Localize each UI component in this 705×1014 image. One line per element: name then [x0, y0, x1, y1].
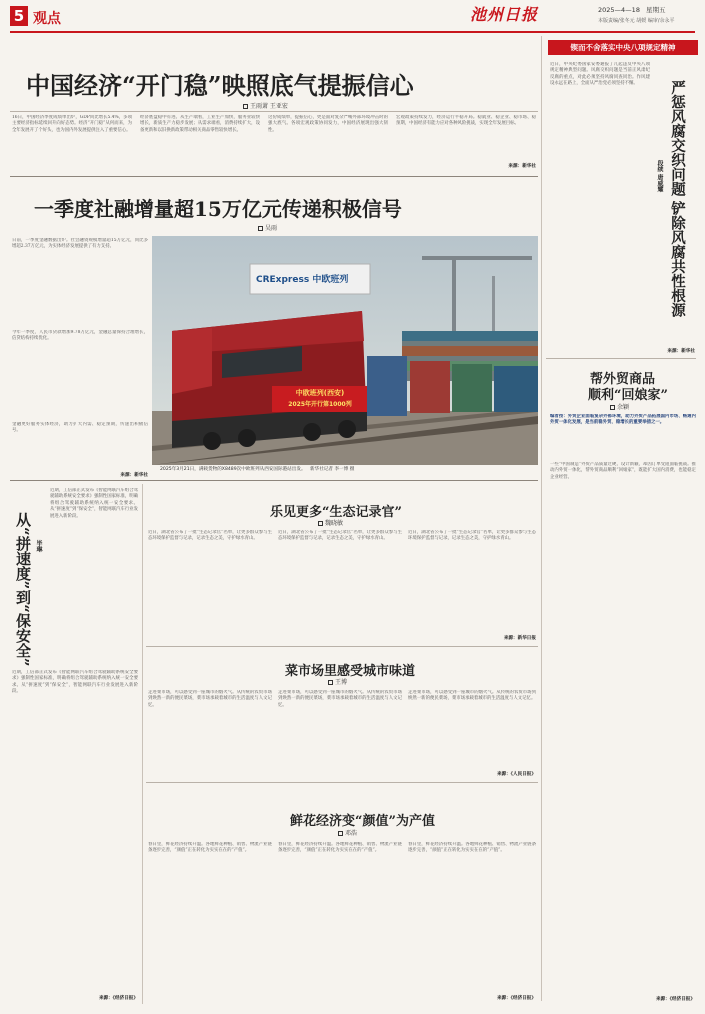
left-column-divider — [142, 484, 143, 1004]
byline-square-icon — [328, 680, 333, 685]
caption-text: 2025年3月21日，满载货物的X8489次中欧班列从西安国际港站出发。 — [160, 467, 306, 472]
page-number-badge: 5 — [10, 6, 28, 26]
article1-source: 来源：新华社 — [508, 164, 536, 169]
train-banner-line2: 2025年开行第1000列 — [288, 401, 352, 408]
train-photo-illustration — [152, 236, 538, 465]
article1-headline: 中国经济“开门稳”映照底气提振信心 — [26, 71, 414, 100]
locomotive-brand-plate: CRExpress 中欧班列 — [256, 275, 349, 285]
article6-headline: 菜市场里感受城市味道 — [285, 664, 416, 679]
article6-body-col3: 走进菜市场，可以感受到一座城市的烟火气。从传统的农贸市场到焕然一新的便民菜场，菜市场承载着城市的生活温度与人文记忆。 — [408, 690, 536, 702]
article1-body-col3: 这份成绩单，提振信心，更是面对复杂严峻外部环境冲击时的强大底气。各项宏观政策协同发力，中国经济展现出强大韧性。 — [268, 115, 388, 133]
photo-caption — [160, 466, 536, 473]
article8-lead: 编者按：外贸企业面临复杂外部环境，助力外贸产品拓展国内市场、畅通内外贸一体化发展，是当前稳外贸、稳增长的重要举措之一。 — [550, 414, 696, 426]
article2-body-3: 金融更好服务实体经济，助力扩大内需、稳定预期，传递出积极信号。 — [12, 422, 148, 434]
date-text: 2025—4—18 — [598, 6, 640, 14]
article5-byline: 魏晓敏 — [318, 518, 343, 527]
article4-body-col2: 近期，工信部正式发布《智能网联汽车组合驾驶辅助系统安全要求》强制性国家标准，明确将组合驾驶辅助系统纳入统一安全要求。从“拼速度”到“保安全”，智能网联汽车行业发展进入新阶段。 — [12, 670, 138, 695]
article5-body-col3: 近日，湖北省公布了一批“生态记录官”名单，让更多群众参与生态环境保护监督与记录，记录生态之美，守护绿水青山。 — [408, 530, 536, 542]
article1-body-col2: 经济底盘稳中有进。从生产端看，工业生产加快，服务业较快增长，新质生产力稳步发展；从需求端看，消费持续扩大，设备更新和以旧换新政策带动相关商品零售较快增长。 — [140, 115, 260, 133]
section-divider-1 — [10, 176, 538, 177]
discipline-banner: 锲而不舍落实中央八项规定精神 — [548, 40, 698, 55]
section-name: 观点 — [33, 11, 61, 27]
article8-source: 来源：《经济日报》 — [655, 997, 695, 1002]
article4-body-col1: 近期，工信部正式发布《智能网联汽车组合驾驶辅助系统安全要求》强制性国家标准，明确将组合驾驶辅助系统纳入统一安全要求。从“拼速度”到“保安全”，智能网联汽车行业发展进入新阶段。 — [50, 488, 138, 519]
article8-headline-line2: 顺利“回娘家” — [588, 388, 668, 403]
section-divider-3 — [146, 646, 538, 647]
byline-square-icon — [243, 104, 248, 109]
article5-body-col1: 近日，湖北省公布了一批“生态记录官”名单，让更多群众参与生态环境保护监督与记录，记录生态之美，守护绿水青山。 — [148, 530, 272, 542]
masthead-rule — [10, 31, 695, 33]
article2-headline: 一季度社融增量超15万亿元传递积极信号 — [34, 197, 402, 221]
article3-source: 来源：新华社 — [667, 349, 695, 354]
byline-square-icon — [338, 831, 343, 836]
article7-headline: 鲜花经济变“颜值”为产值 — [290, 814, 435, 829]
article3-headline: 严惩风腐交织问题 铲除风腐共性根源 — [669, 80, 686, 318]
article1-divider — [10, 111, 538, 112]
article3-byline: 段续 唐威耀 — [656, 160, 663, 193]
article2-body-2: 今年一季度，人民币贷款增加9.78万亿元，金融总量保持合理增长，信贷结构持续优化。 — [12, 330, 148, 342]
article7-body-col3: 春日里，鲜花经济持续升温。各地鲜花种植、销售、物流产业链条逐步完善，“颜值”正在转化为实实在在的“产值”。 — [408, 842, 536, 854]
article3-body: 近日，中央纪委国家安委通报了几起违反中央八项规定精神典型问题。风腐交织问题是当前正风肃纪反腐的重点，对此必须坚持风腐同查同治。作风建设永远在路上，全面从严治党必须坚持不懈。 — [550, 62, 650, 87]
article4-byline: 毕琳 — [35, 540, 42, 552]
article4-source: 来源：《经济日报》 — [98, 996, 138, 1001]
article8-body: 一些“中国制造”外贸产品质量过硬、设计新颖，却因订单受阻面临挑战。推动内外贸一体化，帮外贸商品顺利“回娘家”，既能扩大国内消费，也能稳定企业经营。 — [550, 462, 696, 480]
article6-source: 来源：《人民日报》 — [496, 772, 536, 777]
article7-body-col1: 春日里，鲜花经济持续升温。各地鲜花种植、销售、物流产业链条逐步完善，“颜值”正在转化为实实在在的“产值”。 — [148, 842, 272, 854]
article1-body-col1: 16日，中国经济季度成绩单出炉，GDP同比增长5.4%，多项主要经济指标延续回升向好态势。经济“开门稳”从何而来，为全年发展开了个好头，也为国内外发展提供注入了重要信心。 — [12, 115, 132, 133]
byline-square-icon — [258, 226, 263, 231]
article7-body-col2: 春日里，鲜花经济持续升温。各地鲜花种植、销售、物流产业链条逐步完善，“颜值”正在转化为实实在在的“产值”。 — [278, 842, 402, 854]
article5-body-col2: 近日，湖北省公布了一批“生态记录官”名单，让更多群众参与生态环境保护监督与记录，记录生态之美，守护绿水青山。 — [278, 530, 402, 542]
article8-byline: 余颖 — [610, 402, 629, 411]
article5-source: 来源：新华日报 — [503, 636, 536, 641]
photo-credit: 新华社记者 李一博 摄 — [310, 467, 355, 472]
newspaper-logo: 池州日报 — [470, 5, 539, 24]
article7-source: 来源：《经济日报》 — [496, 996, 536, 1001]
train-banner-line1: 中欧班列(西安) — [295, 389, 345, 397]
weekday-text: 星期五 — [646, 6, 666, 14]
right-column-divider — [541, 36, 542, 1001]
section-divider-2 — [10, 480, 538, 481]
article6-byline: 王博 — [328, 677, 347, 686]
article6-body-col2: 走进菜市场，可以感受到一座城市的烟火气。从传统的农贸市场到焕然一新的便民菜场，菜市场承载着城市的生活温度与人文记忆。 — [278, 690, 402, 708]
article2-body-1: 日前，一季度金融数据出炉。社会融资规模增量超15万亿元，同比多增超2.37万亿元，为实体经济发展提供了有力支持。 — [12, 238, 148, 250]
article2-source: 来源：新华社 — [120, 473, 148, 478]
article7-byline: 邓浩 — [338, 828, 357, 837]
byline-square-icon — [318, 521, 323, 526]
news-photo — [152, 236, 538, 465]
issue-date — [598, 5, 666, 14]
byline-square-icon — [610, 405, 615, 410]
editor-credits: 本版责编/张冬元 胡媛 编审/余永平 — [598, 18, 675, 24]
section-divider-4 — [146, 782, 538, 783]
article1-body-col4: 宏观政策持续发力，经济运行平稳开局。稳就业、稳企业、稳市场、稳预期，中国经济有能力应对各种风险挑战，实现全年发展目标。 — [396, 115, 536, 127]
article5-headline: 乐见更多“生态记录官” — [270, 505, 402, 520]
article4-headline: 从“拼速度”到“保安全” — [14, 512, 32, 667]
article8-headline-line1: 帮外贸商品 — [590, 372, 656, 387]
article1-byline: 王雨萧 王亚宏 — [243, 101, 288, 110]
article2-byline: 吴雨 — [258, 223, 277, 232]
article6-body-col1: 走进菜市场，可以感受到一座城市的烟火气。从传统的农贸市场到焕然一新的便民菜场，菜市场承载着城市的生活温度与人文记忆。 — [148, 690, 272, 708]
right-divider-1 — [546, 358, 696, 359]
